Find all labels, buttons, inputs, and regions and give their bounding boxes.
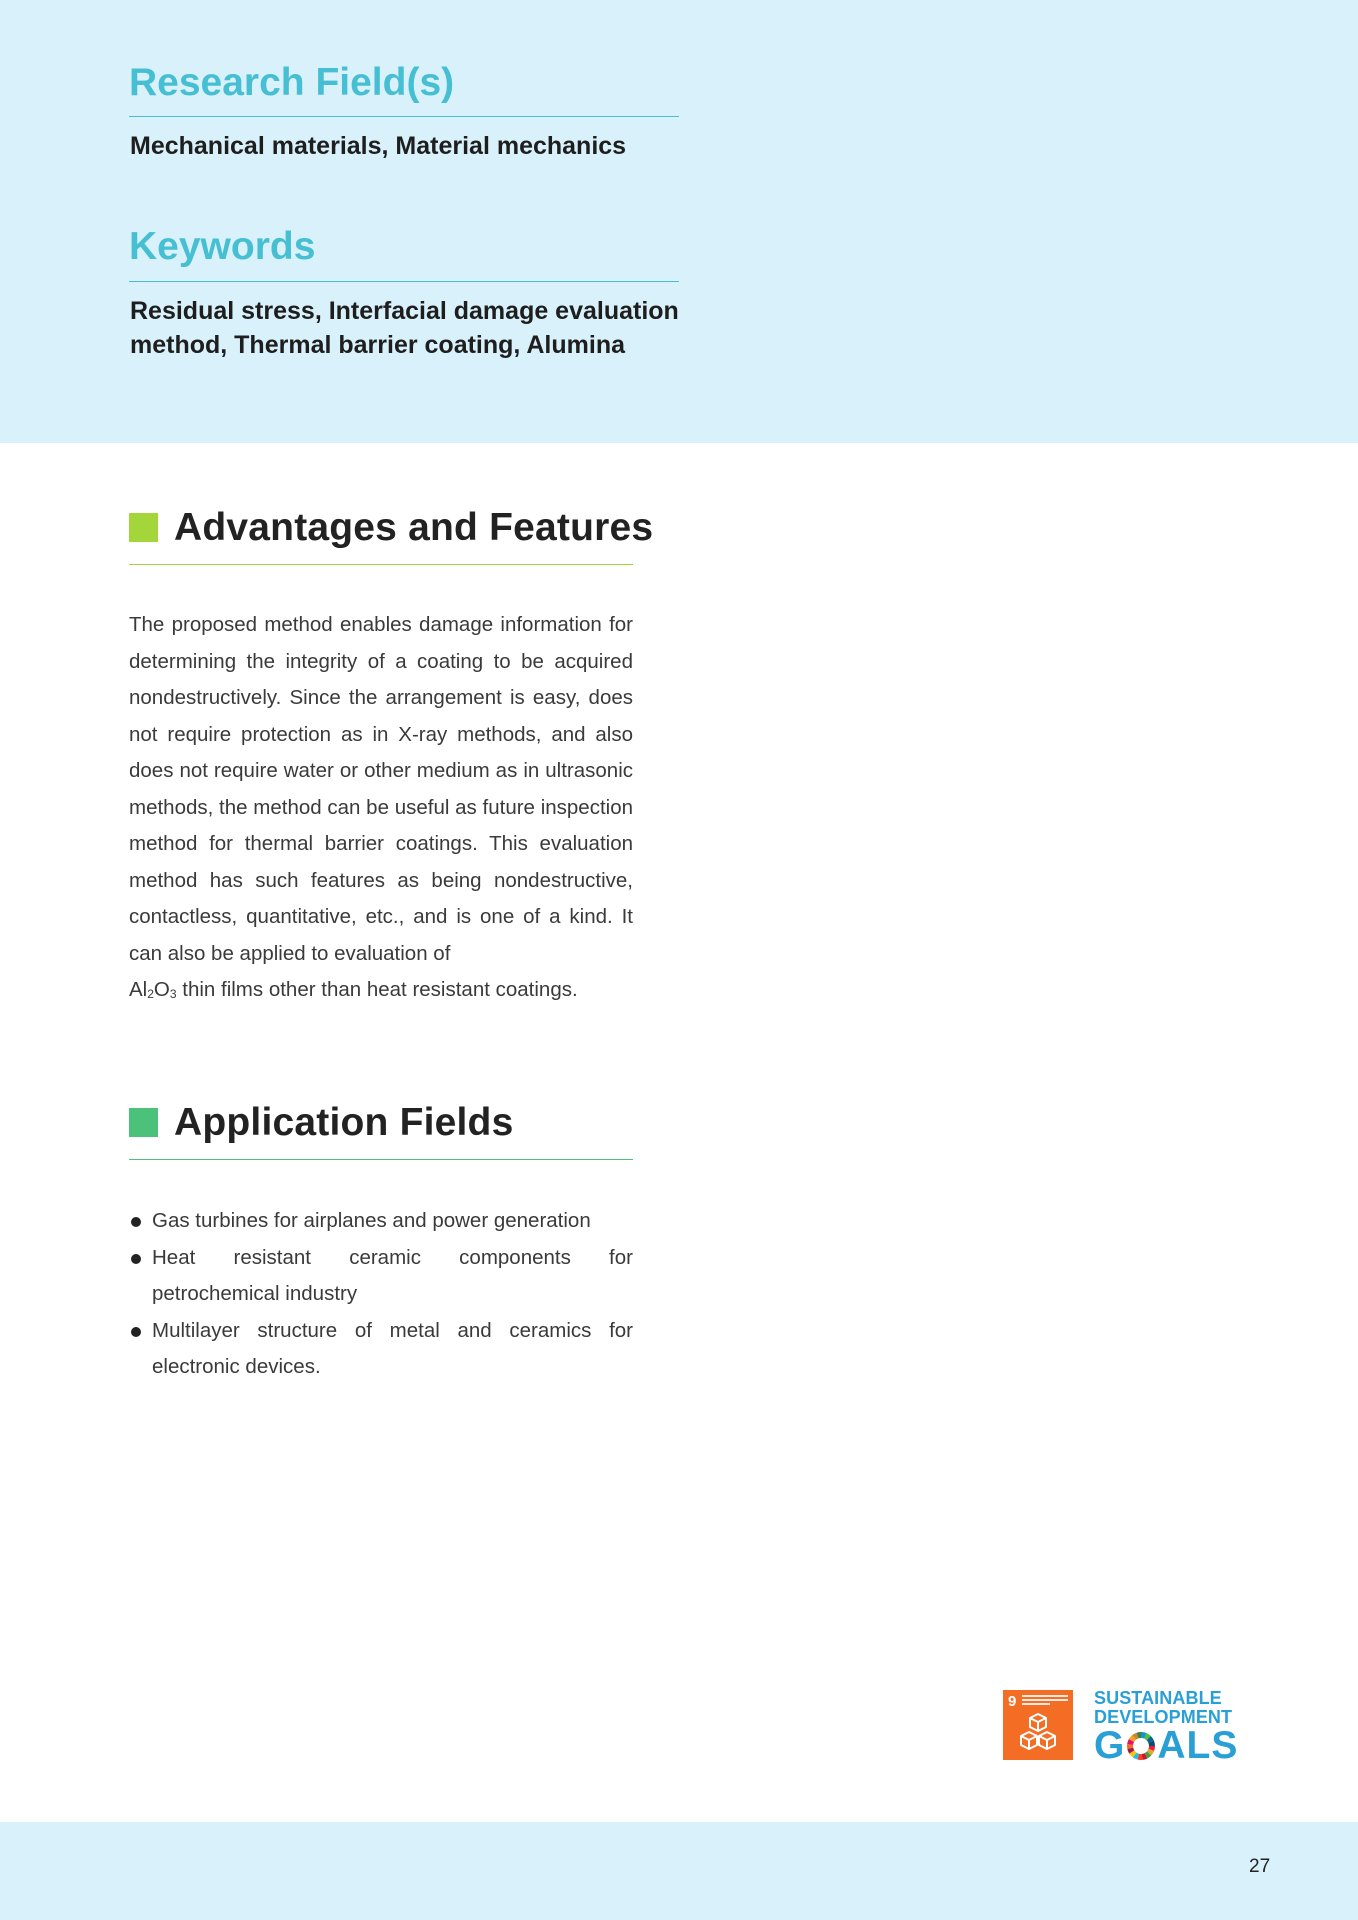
applications-heading: Application Fields xyxy=(174,1101,514,1144)
footer-band xyxy=(0,1822,1358,1920)
advantages-title xyxy=(129,508,653,547)
advantages-heading: Advantages and Features xyxy=(174,506,654,549)
applications-title xyxy=(129,1103,513,1142)
applications-list xyxy=(129,1203,633,1386)
advantages-body-text: The proposed method enables damage information for determining the integrity of a coating to be acquired nondestructively. Since the arrangement is easy, does not require protection as in X-ray methods, and also does not require water or other medium as in ultrasonic methods, the method can be useful as future inspection method for thermal barrier coatings. This evaluation method has such features as being nondestructive, contactless, quantitative, etc., and is one of a kind. It can also be applied to evaluation of xyxy=(129,613,633,965)
list-item-text: Multilayer structure of metal and ceramics for electronic devices. xyxy=(152,1318,633,1378)
bullet-icon xyxy=(131,1327,141,1337)
sdg-color-wheel-icon xyxy=(1126,1731,1156,1761)
list-item xyxy=(129,1240,633,1313)
formula-sub-2: 2 xyxy=(147,987,154,1001)
sdg-goals-word xyxy=(1094,1724,1239,1767)
formula-sub-3: 3 xyxy=(169,987,177,1001)
sdg-logo xyxy=(1094,1689,1238,1765)
keywords-rule xyxy=(129,281,679,282)
sdg-goal-number: 9 xyxy=(1008,1693,1017,1710)
sdg-line-1: SUSTAINABLE xyxy=(1094,1688,1222,1708)
page-number: 27 xyxy=(1249,1856,1271,1877)
sdg-goals-g: G xyxy=(1094,1724,1126,1767)
keywords-heading: Keywords xyxy=(129,225,316,268)
bullet-icon xyxy=(131,1254,141,1264)
bullet-icon xyxy=(131,1217,141,1227)
sdg-line-2: DEVELOPMENT xyxy=(1094,1707,1233,1727)
list-item-text: Heat resistant ceramic components for petrochemical industry xyxy=(152,1245,633,1305)
list-item-text: Gas turbines for airplanes and power generation xyxy=(152,1209,591,1232)
keywords-text: Residual stress, Interfacial damage evaluation method, Thermal barrier coating, Alumina xyxy=(130,297,679,359)
applications-square-icon xyxy=(129,1108,158,1137)
advantages-last-line-text: thin films other than heat resistant coatings. xyxy=(176,978,578,1001)
formula-o: O xyxy=(153,978,170,1001)
advantages-body xyxy=(129,607,633,1013)
cube-stack-icon xyxy=(1019,1712,1057,1752)
list-item xyxy=(129,1203,633,1240)
sdg-goal-caption-icon xyxy=(1022,1695,1068,1707)
advantages-rule xyxy=(129,564,633,565)
applications-rule xyxy=(129,1159,633,1160)
advantages-square-icon xyxy=(129,513,158,542)
sdg-goals-rest: ALS xyxy=(1157,1724,1239,1767)
research-fields-rule xyxy=(129,116,679,117)
formula-al: Al xyxy=(129,978,148,1001)
sdg-goal-9-logo xyxy=(1003,1690,1073,1760)
list-item xyxy=(129,1313,633,1386)
research-fields-heading: Research Field(s) xyxy=(129,61,455,104)
research-fields-text: Mechanical materials, Material mechanics xyxy=(130,132,627,160)
advantages-last-line xyxy=(129,972,578,1013)
